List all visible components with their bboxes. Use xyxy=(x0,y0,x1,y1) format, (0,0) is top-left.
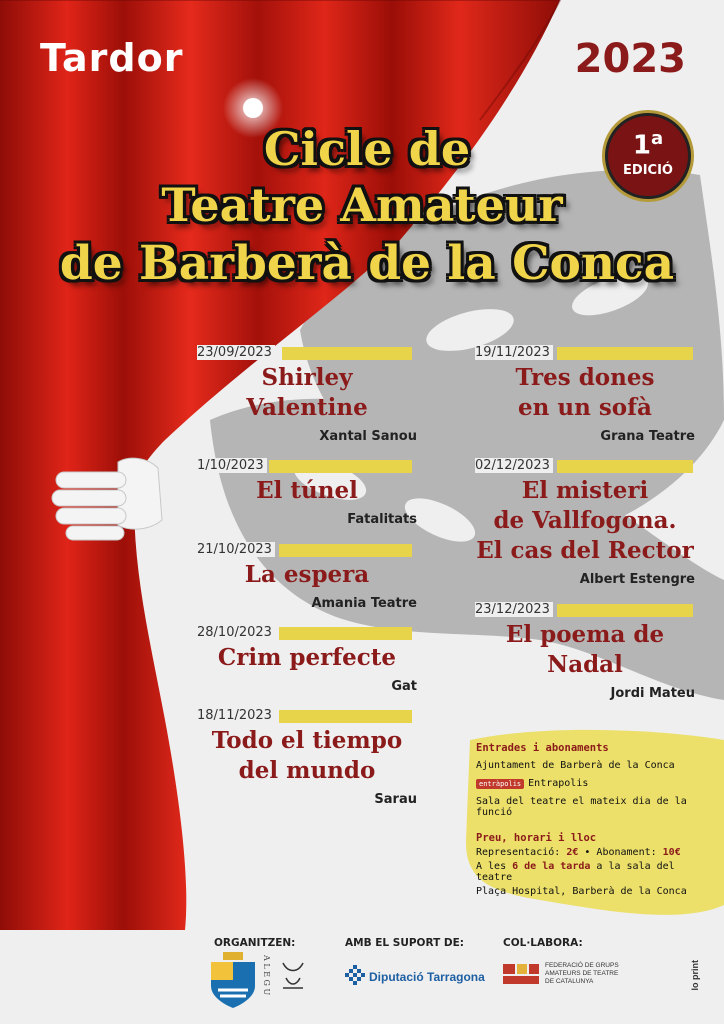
event-date: 19/11/2023 xyxy=(475,345,553,360)
event-title: El poema de xyxy=(505,621,665,648)
event-company: Albert Estengre xyxy=(579,572,695,587)
event-company: Xantal Sanou xyxy=(319,429,417,444)
event-company: Sarau xyxy=(374,792,417,807)
price-heading: Preu, horari i lloc xyxy=(476,832,597,844)
event-company: Grana Teatre xyxy=(600,429,695,444)
collab-heading: COL·LABORA: xyxy=(503,937,583,949)
event-title: Valentine xyxy=(246,394,368,421)
event-item xyxy=(475,458,695,587)
edition-label: EDICIÓ xyxy=(623,162,673,178)
event-title: Nadal xyxy=(547,651,623,678)
event-date: 23/09/2023 xyxy=(197,345,275,360)
event-title: El cas del Rector xyxy=(476,537,694,564)
event-date: 02/12/2023 xyxy=(475,458,553,473)
event-title: El misteri xyxy=(521,477,649,504)
title-line-2: Teatre Amateur xyxy=(161,178,563,232)
event-title: del mundo xyxy=(238,757,376,784)
year-label: 2023 xyxy=(574,36,686,82)
event-title: en un sofà xyxy=(518,394,652,421)
event-item xyxy=(197,542,417,611)
event-title: Crim perfecte xyxy=(217,644,397,671)
event-company: Gat xyxy=(391,679,417,694)
federacio-line: AMATEURS DE TEATRE xyxy=(545,970,619,977)
event-item xyxy=(475,602,695,701)
entrapolis-logo: entràpolis xyxy=(476,779,524,789)
ticket-line: Entrapolis xyxy=(528,778,589,789)
event-company: Fatalitats xyxy=(347,512,417,527)
support-heading: AMB EL SUPORT DE: xyxy=(345,937,464,949)
title-line-3: de Barberà de la Conca xyxy=(59,236,675,291)
event-item xyxy=(197,458,417,527)
event-title: El túnel xyxy=(256,477,358,504)
organizers-heading: ORGANITZEN: xyxy=(214,937,296,949)
printer-logo: lo print xyxy=(690,960,700,991)
ticket-line: Sala del teatre el mateix dia de la funció xyxy=(476,796,687,818)
price-text: Representació: xyxy=(476,847,567,858)
time-value: 6 de la tarda xyxy=(512,861,591,872)
event-title: de Vallfogona. xyxy=(493,507,677,534)
event-date: 23/12/2023 xyxy=(475,602,553,617)
diputacio-label: Diputació Tarragona xyxy=(369,970,485,984)
event-title: Tres dones xyxy=(515,364,655,391)
event-item xyxy=(475,345,695,444)
title-line-1: Cicle de xyxy=(263,122,471,176)
event-title: Todo el tiempo xyxy=(211,727,403,754)
town-shield-icon xyxy=(208,950,258,1010)
ticket-line: Ajuntament de Barberà de la Conca xyxy=(476,760,675,771)
season-label: Tardor xyxy=(40,36,184,80)
event-company: Amania Teatre xyxy=(311,596,417,611)
place-text: Plaça Hospital, Barberà de la Conca xyxy=(476,886,687,897)
time-text: A les xyxy=(476,861,513,872)
event-company: Jordi Mateu xyxy=(610,686,695,701)
association-logo-icon xyxy=(278,958,308,998)
federacio-line: DE CATALUNYA xyxy=(545,978,594,985)
event-title: La espera xyxy=(244,561,370,588)
federacio-logo-icon xyxy=(503,962,541,986)
price-value: 10€ xyxy=(662,847,681,858)
edition-badge xyxy=(605,113,691,199)
info-box xyxy=(476,742,716,897)
event-date: 18/11/2023 xyxy=(197,708,275,723)
event-item xyxy=(197,345,417,444)
time-text: a la sala del teatre xyxy=(476,861,675,883)
price-value: 2€ xyxy=(566,847,579,858)
federacio-label xyxy=(545,962,619,986)
edition-sup: a xyxy=(650,128,664,149)
diputacio-icon xyxy=(345,965,365,985)
edition-number: 1 xyxy=(632,130,651,161)
event-item xyxy=(197,708,417,807)
event-date: 1/10/2023 xyxy=(197,458,267,473)
event-title: Shirley xyxy=(261,364,353,391)
event-date: 28/10/2023 xyxy=(197,625,275,640)
tickets-heading: Entrades i abonaments xyxy=(476,742,609,754)
federacio-line: FEDERACIÓ DE GRUPS xyxy=(545,962,619,969)
event-date: 21/10/2023 xyxy=(197,542,275,557)
event-item xyxy=(197,625,417,694)
alegu-logo: A L E G U xyxy=(262,955,271,996)
price-text: • Abonament: xyxy=(578,847,663,858)
